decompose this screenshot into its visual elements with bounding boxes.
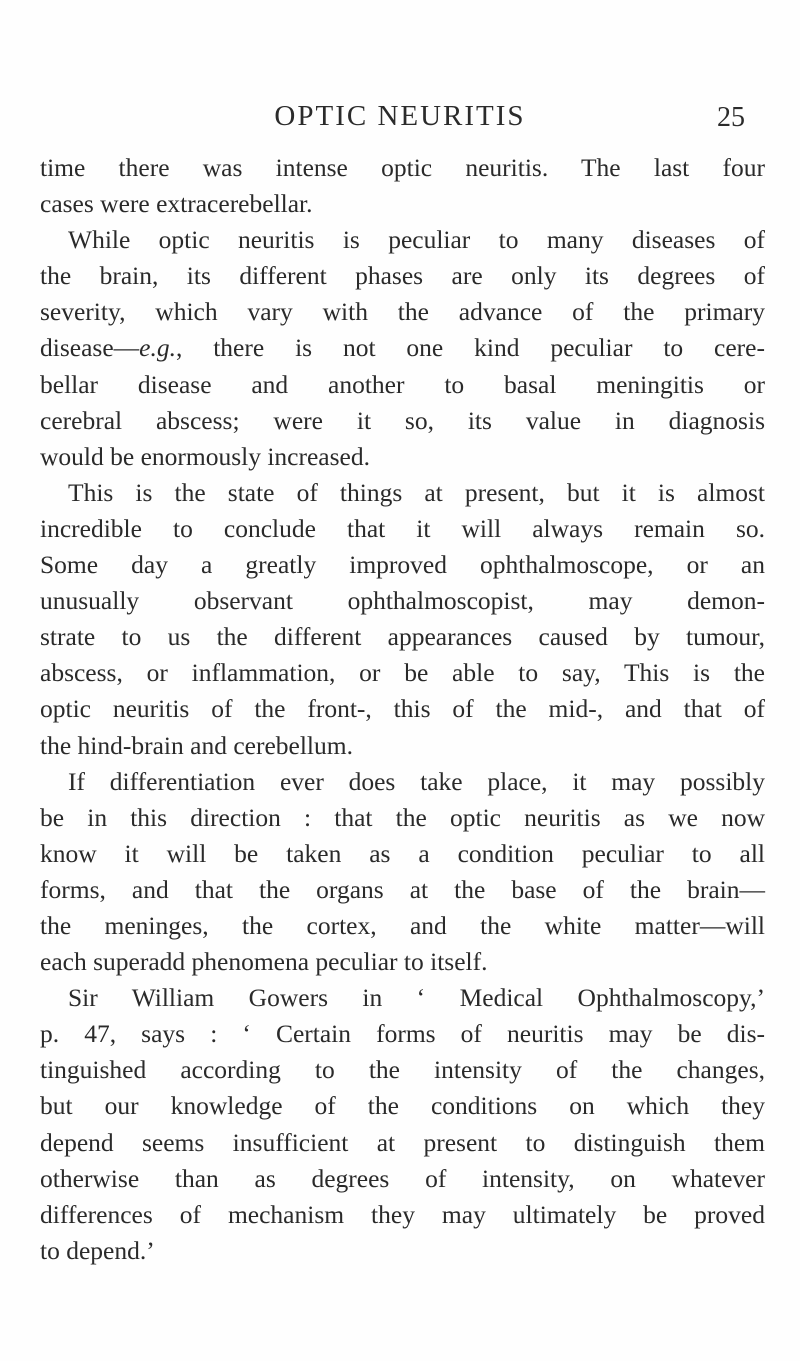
text-line: p. 47, says : ‘ Certain forms of neuritis may be dis- — [40, 1019, 765, 1049]
text-line: strate to us the different appearances caused by tumour, — [40, 622, 765, 652]
text-line: depend seems insufficient at present to distinguish them — [40, 1127, 765, 1157]
text-line: differences of mechanism they may ultimately be proved — [40, 1199, 765, 1229]
text-line: incredible to conclude that it will always remain so. — [40, 513, 765, 543]
body-text — [40, 150, 765, 1269]
text-line: optic neuritis of the front-, this of the mid-, and that of — [40, 694, 765, 724]
text-line: unusually observant ophthalmoscopist, may demon- — [40, 586, 765, 616]
text-line: If differentiation ever does take place, it may possibly — [68, 766, 765, 796]
text-line: While optic neuritis is peculiar to many diseases of — [68, 225, 765, 255]
italic-abbreviation: e.g. — [139, 333, 176, 363]
text-fragment: , there is not one kind peculiar to cere- — [175, 333, 765, 363]
running-title: OPTIC NEURITIS — [274, 100, 526, 132]
text-line: abscess, or inflammation, or be able to say, This is the — [40, 658, 765, 688]
text-line: otherwise than as degrees of intensity, on whatever — [40, 1163, 765, 1193]
text-line: cerebral abscess; were it so, its value in diagnosis — [40, 405, 765, 435]
text-line — [40, 330, 765, 366]
text-line: Sir William Gowers in ‘ Medical Ophthalmoscopy,’ — [68, 983, 765, 1013]
text-line: the hind-brain and cerebellum. — [40, 730, 353, 760]
page-number: 25 — [717, 102, 745, 133]
text-line: This is the state of things at present, but it is almost — [68, 477, 765, 507]
text-line: but our knowledge of the conditions on which they — [40, 1091, 765, 1121]
text-fragment: disease— — [40, 333, 140, 363]
text-line: be in this direction : that the optic neuritis as we now — [40, 802, 765, 832]
text-line: Some day a greatly improved ophthalmoscope, or an — [40, 550, 765, 580]
text-line: would be enormously increased. — [40, 441, 370, 471]
text-line: severity, which vary with the advance of the primary — [40, 297, 765, 327]
text-line: the brain, its different phases are only its degrees of — [40, 261, 765, 291]
text-line: cases were extracerebellar. — [40, 189, 313, 219]
text-line: the meninges, the cortex, and the white matter—will — [40, 910, 765, 940]
text-line: know it will be taken as a condition peculiar to all — [40, 838, 765, 868]
text-line: bellar disease and another to basal meningitis or — [40, 369, 765, 399]
text-line: tinguished according to the intensity of the changes, — [40, 1055, 765, 1085]
text-line: time there was intense optic neuritis. The last four — [40, 153, 765, 182]
text-line: forms, and that the organs at the base of the brain— — [40, 874, 765, 904]
text-line: to depend.’ — [40, 1235, 155, 1265]
running-header — [0, 100, 800, 140]
text-line: each superadd phenomena peculiar to itself. — [40, 947, 488, 977]
